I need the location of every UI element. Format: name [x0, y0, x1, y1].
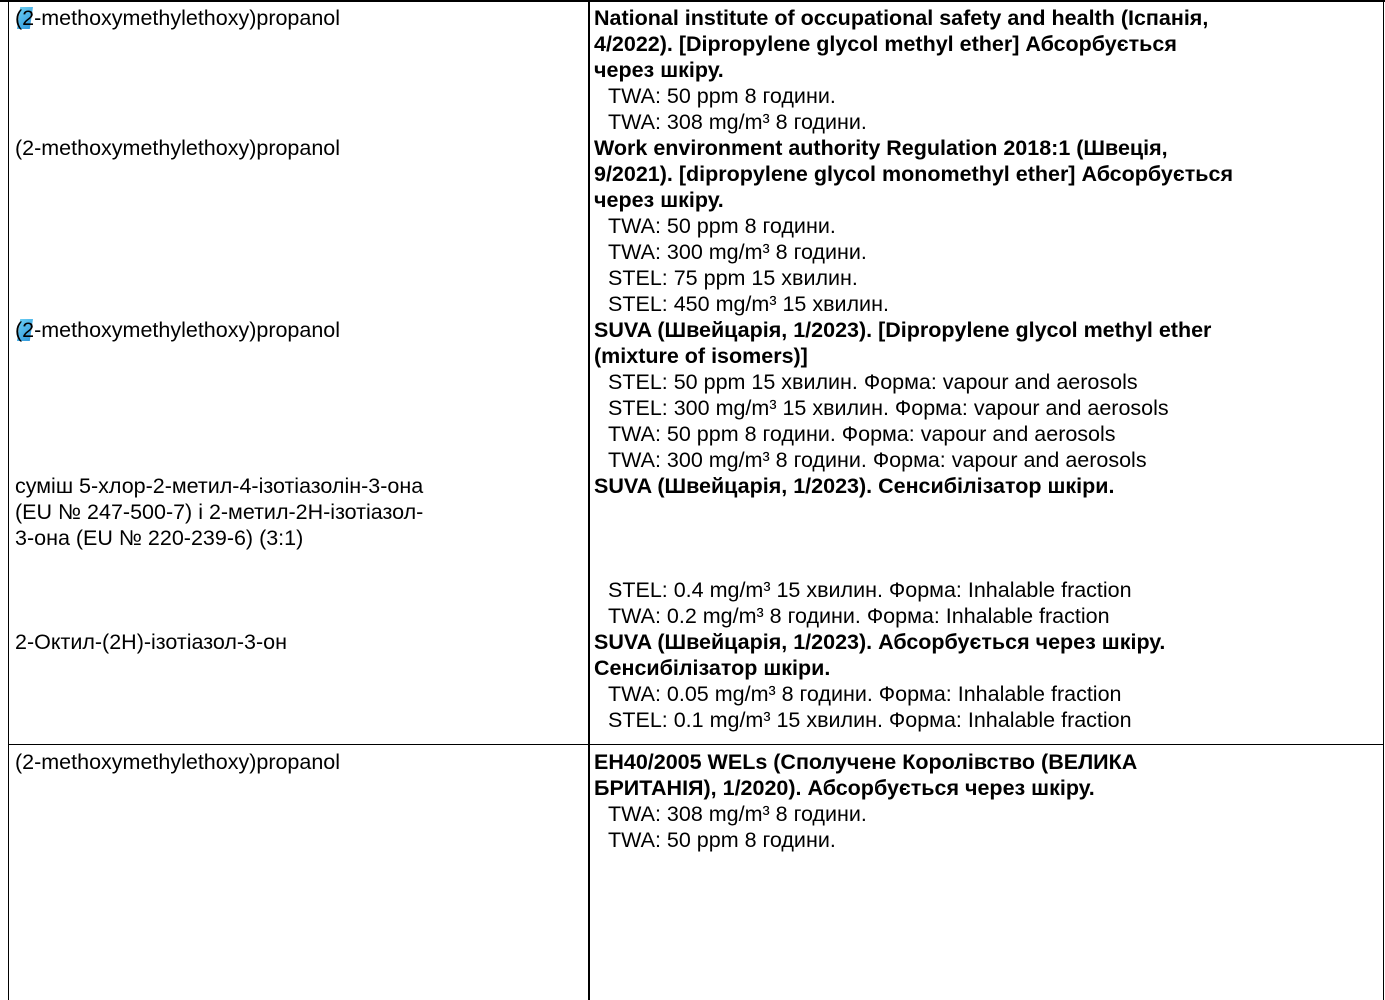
limit-value: STEL: 450 mg/m³ 15 хвилин.: [608, 292, 889, 316]
table-left-border: [8, 0, 9, 1000]
regulation-title: SUVA (Швейцарія, 1/2023). [Dipropylene glycol methyl ether: [594, 318, 1212, 342]
limit-value: STEL: 50 ppm 15 хвилин. Форма: vapour and aerosols: [608, 370, 1138, 394]
regulation-title: 9/2021). [dipropylene glycol monomethyl ether] Абсорбується: [594, 162, 1233, 186]
regulation-title: National institute of occupational safety and health (Іспанія,: [594, 6, 1209, 30]
regulation-title: Сенсибілізатор шкіри.: [594, 656, 831, 680]
limit-value: TWA: 308 mg/m³ 8 години.: [608, 802, 867, 826]
regulation-title: через шкіру.: [594, 188, 724, 212]
regulation-title: (mixture of isomers)]: [594, 344, 808, 368]
table-top-border: [0, 0, 1385, 2]
column-divider: [588, 0, 590, 1000]
regulation-title: SUVA (Швейцарія, 1/2023). Сенсибілізатор шкіри.: [594, 474, 1115, 498]
substance-name: (2-methoxymethylethoxy)propanol: [15, 750, 341, 774]
table-right-border: [1383, 0, 1384, 1000]
regulation-title: 4/2022). [Dipropylene glycol methyl ether] Абсорбується: [594, 32, 1177, 56]
limit-value: TWA: 300 mg/m³ 8 години.: [608, 240, 867, 264]
row-divider: [8, 744, 1384, 745]
substance-name: (EU № 247-500-7) і 2-метил-2Н-ізотіазол-: [15, 500, 424, 524]
limit-value: TWA: 50 ppm 8 години. Форма: vapour and aerosols: [608, 422, 1116, 446]
substance-name: (2-methoxymethylethoxy)propanol: [15, 318, 341, 342]
limit-value: STEL: 0.4 mg/m³ 15 хвилин. Форма: Inhalable fraction: [608, 578, 1132, 602]
substance-name: (2-methoxymethylethoxy)propanol: [15, 6, 341, 30]
regulation-title: БРИТАНІЯ), 1/2020). Абсорбується через шкіру.: [594, 776, 1095, 800]
limit-value: STEL: 75 ppm 15 хвилин.: [608, 266, 858, 290]
limit-value: TWA: 300 mg/m³ 8 години. Форма: vapour and aerosols: [608, 448, 1147, 472]
limit-value: TWA: 308 mg/m³ 8 години.: [608, 110, 867, 134]
limit-value: TWA: 50 ppm 8 години.: [608, 84, 836, 108]
limit-value: TWA: 50 ppm 8 години.: [608, 214, 836, 238]
limit-value: TWA: 50 ppm 8 години.: [608, 828, 836, 852]
limit-value: TWA: 0.2 mg/m³ 8 години. Форма: Inhalable fraction: [608, 604, 1110, 628]
limit-value: STEL: 300 mg/m³ 15 хвилин. Форма: vapour and aerosols: [608, 396, 1169, 420]
regulation-title: EH40/2005 WELs (Сполучене Королівство (ВЕЛИКА: [594, 750, 1138, 774]
substance-name: 2-Октил-(2Н)-ізотіазол-3-он: [15, 630, 287, 654]
regulation-title: через шкіру.: [594, 58, 724, 82]
limit-value: TWA: 0.05 mg/m³ 8 години. Форма: Inhalable fraction: [608, 682, 1122, 706]
limit-value: STEL: 0.1 mg/m³ 15 хвилин. Форма: Inhalable fraction: [608, 708, 1132, 732]
regulation-title: Work environment authority Regulation 2018:1 (Швеція,: [594, 136, 1168, 160]
substance-name: 3-она (EU № 220-239-6) (3:1): [15, 526, 304, 550]
substance-name: (2-methoxymethylethoxy)propanol: [15, 136, 341, 160]
substance-name: суміш 5-хлор-2-метил-4-ізотіазолін-3-она: [15, 474, 424, 498]
regulation-title: SUVA (Швейцарія, 1/2023). Абсорбується через шкіру.: [594, 630, 1166, 654]
